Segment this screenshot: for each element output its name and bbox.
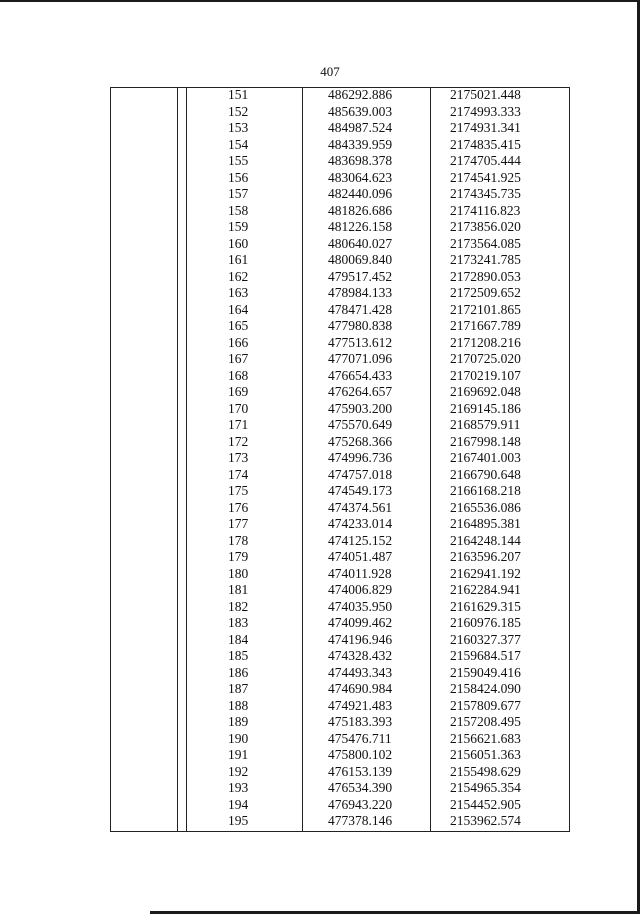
point-number-cell: 189 (228, 714, 249, 729)
point-number-cell: 166 (228, 334, 249, 350)
table-row (110, 153, 570, 170)
x-coordinate-cell: 486292.886 (328, 87, 393, 102)
table-row (110, 450, 570, 467)
x-coordinate-cell: 475570.649 (328, 417, 393, 432)
point-number-cell: 175 (228, 483, 249, 498)
table-row (110, 285, 570, 302)
point-number-cell: 192 (228, 763, 249, 779)
x-coordinate-cell: 475183.393 (328, 714, 393, 729)
y-coordinate-cell: 2174116.823 (450, 202, 521, 218)
y-coordinate-cell: 2160976.185 (450, 615, 521, 630)
x-coordinate-cell: 480640.027 (328, 235, 393, 251)
point-number-cell: 180 (228, 565, 249, 581)
x-coordinate-cell: 485639.003 (328, 103, 393, 119)
y-coordinate-cell: 2174835.415 (450, 136, 521, 152)
y-coordinate-cell: 2175021.448 (450, 87, 521, 102)
point-number-cell: 193 (228, 780, 249, 795)
x-coordinate-cell: 481826.686 (328, 202, 393, 218)
x-coordinate-cell: 474328.432 (328, 648, 393, 663)
x-coordinate-cell: 474757.018 (328, 466, 393, 482)
point-number-cell: 190 (228, 730, 249, 746)
point-number-cell: 182 (228, 598, 249, 614)
table-row (110, 137, 570, 154)
y-coordinate-cell: 2166168.218 (450, 483, 521, 498)
table-row (110, 533, 570, 550)
table-row (110, 351, 570, 368)
y-coordinate-cell: 2174705.444 (450, 153, 521, 168)
table-row (110, 219, 570, 236)
y-coordinate-cell: 2160327.377 (450, 631, 521, 647)
table-row (110, 203, 570, 220)
y-coordinate-cell: 2167401.003 (450, 450, 521, 465)
table-row (110, 186, 570, 203)
table-row (110, 566, 570, 583)
table-row (110, 615, 570, 632)
table-row (110, 648, 570, 665)
point-number-cell: 158 (228, 202, 249, 218)
point-number-cell: 170 (228, 400, 249, 416)
x-coordinate-cell: 474051.487 (328, 549, 393, 564)
y-coordinate-cell: 2157809.677 (450, 697, 521, 713)
x-coordinate-cell: 475476.711 (328, 730, 392, 746)
y-coordinate-cell: 2164248.144 (450, 532, 521, 548)
point-number-cell: 187 (228, 681, 249, 696)
x-coordinate-cell: 474493.343 (328, 664, 393, 680)
y-coordinate-cell: 2155498.629 (450, 763, 521, 779)
y-coordinate-cell: 2169692.048 (450, 384, 521, 399)
table-row (110, 269, 570, 286)
y-coordinate-cell: 2163596.207 (450, 549, 521, 564)
y-coordinate-cell: 2172890.053 (450, 268, 521, 284)
point-number-cell: 155 (228, 153, 249, 168)
x-coordinate-cell: 474011.928 (328, 565, 392, 581)
point-number-cell: 186 (228, 664, 249, 680)
y-coordinate-cell: 2174345.735 (450, 186, 521, 201)
x-coordinate-cell: 474996.736 (328, 450, 393, 465)
point-number-cell: 162 (228, 268, 249, 284)
table-row (110, 780, 570, 797)
table-row (110, 813, 570, 830)
table-row (110, 467, 570, 484)
x-coordinate-cell: 483698.378 (328, 153, 393, 168)
point-number-cell: 164 (228, 301, 249, 317)
point-number-cell: 167 (228, 351, 249, 366)
table-row (110, 681, 570, 698)
x-coordinate-cell: 477513.612 (328, 334, 393, 350)
table-row (110, 500, 570, 517)
point-number-cell: 181 (228, 582, 249, 597)
table-row (110, 764, 570, 781)
x-coordinate-cell: 476654.433 (328, 367, 393, 383)
table-row (110, 401, 570, 418)
x-coordinate-cell: 475800.102 (328, 747, 393, 762)
point-number-cell: 178 (228, 532, 249, 548)
table-row (110, 368, 570, 385)
point-number-cell: 195 (228, 813, 249, 828)
y-coordinate-cell: 2167998.148 (450, 433, 521, 449)
table-row (110, 582, 570, 599)
x-coordinate-cell: 479517.452 (328, 268, 393, 284)
y-coordinate-cell: 2154965.354 (450, 780, 521, 795)
x-coordinate-cell: 474125.152 (328, 532, 393, 548)
point-number-cell: 173 (228, 450, 249, 465)
y-coordinate-cell: 2156051.363 (450, 747, 521, 762)
x-coordinate-cell: 476534.390 (328, 780, 393, 795)
table-row (110, 236, 570, 253)
x-coordinate-cell: 484987.524 (328, 120, 393, 135)
point-number-cell: 159 (228, 219, 249, 234)
x-coordinate-cell: 474374.561 (328, 499, 393, 515)
x-coordinate-cell: 474690.984 (328, 681, 393, 696)
point-number-cell: 172 (228, 433, 249, 449)
y-coordinate-cell: 2173856.020 (450, 219, 521, 234)
y-coordinate-cell: 2164895.381 (450, 516, 521, 531)
y-coordinate-cell: 2157208.495 (450, 714, 521, 729)
x-coordinate-cell: 474921.483 (328, 697, 393, 713)
y-coordinate-cell: 2169145.186 (450, 400, 521, 416)
table-row (110, 335, 570, 352)
point-number-cell: 184 (228, 631, 249, 647)
table-row (110, 599, 570, 616)
y-coordinate-cell: 2173564.085 (450, 235, 521, 251)
table-row (110, 714, 570, 731)
table-row (110, 302, 570, 319)
y-coordinate-cell: 2158424.090 (450, 681, 521, 696)
x-coordinate-cell: 477071.096 (328, 351, 393, 366)
x-coordinate-cell: 478984.133 (328, 285, 393, 300)
point-number-cell: 171 (228, 417, 249, 432)
y-coordinate-cell: 2165536.086 (450, 499, 521, 515)
table-row (110, 632, 570, 649)
x-coordinate-cell: 475268.366 (328, 433, 393, 449)
table-row (110, 483, 570, 500)
point-number-cell: 191 (228, 747, 249, 762)
x-coordinate-cell: 483064.623 (328, 169, 393, 185)
y-coordinate-cell: 2173241.785 (450, 252, 521, 267)
y-coordinate-cell: 2170725.020 (450, 351, 521, 366)
y-coordinate-cell: 2153962.574 (450, 813, 521, 828)
table-row (110, 434, 570, 451)
x-coordinate-cell: 474233.014 (328, 516, 393, 531)
x-coordinate-cell: 482440.096 (328, 186, 393, 201)
y-coordinate-cell: 2168579.911 (450, 417, 521, 432)
point-number-cell: 168 (228, 367, 249, 383)
table-row (110, 698, 570, 715)
table-row (110, 87, 570, 104)
x-coordinate-cell: 477378.146 (328, 813, 393, 828)
y-coordinate-cell: 2166790.648 (450, 466, 521, 482)
point-number-cell: 157 (228, 186, 249, 201)
page-number: 407 (320, 64, 340, 79)
table-row (110, 170, 570, 187)
x-coordinate-cell: 476264.657 (328, 384, 393, 399)
y-coordinate-cell: 2170219.107 (450, 367, 521, 383)
x-coordinate-cell: 476153.139 (328, 763, 393, 779)
coordinate-table (110, 87, 570, 830)
table-row (110, 731, 570, 748)
point-number-cell: 177 (228, 516, 249, 531)
x-coordinate-cell: 474099.462 (328, 615, 393, 630)
y-coordinate-cell: 2174931.341 (450, 120, 521, 135)
table-row (110, 120, 570, 137)
point-number-cell: 183 (228, 615, 249, 630)
point-number-cell: 163 (228, 285, 249, 300)
x-coordinate-cell: 474035.950 (328, 598, 393, 614)
table-row (110, 417, 570, 434)
table-row (110, 665, 570, 682)
table-row (110, 252, 570, 269)
point-number-cell: 151 (228, 87, 249, 102)
point-number-cell: 160 (228, 235, 249, 251)
table-row (110, 384, 570, 401)
point-number-cell: 152 (228, 103, 249, 119)
x-coordinate-cell: 476943.220 (328, 796, 393, 812)
y-coordinate-cell: 2171667.789 (450, 318, 521, 333)
table-row (110, 797, 570, 814)
x-coordinate-cell: 474006.829 (328, 582, 393, 597)
point-number-cell: 156 (228, 169, 249, 185)
point-number-cell: 174 (228, 466, 249, 482)
table-row (110, 104, 570, 121)
y-coordinate-cell: 2161629.315 (450, 598, 521, 614)
point-number-cell: 188 (228, 697, 249, 713)
point-number-cell: 154 (228, 136, 249, 152)
table-row (110, 747, 570, 764)
y-coordinate-cell: 2154452.905 (450, 796, 521, 812)
point-number-cell: 153 (228, 120, 249, 135)
x-coordinate-cell: 474549.173 (328, 483, 393, 498)
point-number-cell: 176 (228, 499, 249, 515)
x-coordinate-cell: 480069.840 (328, 252, 393, 267)
y-coordinate-cell: 2174541.925 (450, 169, 521, 185)
point-number-cell: 165 (228, 318, 249, 333)
point-number-cell: 161 (228, 252, 249, 267)
y-coordinate-cell: 2159684.517 (450, 648, 521, 663)
y-coordinate-cell: 2162284.941 (450, 582, 521, 597)
x-coordinate-cell: 474196.946 (328, 631, 393, 647)
page-top-edge (0, 0, 640, 2)
y-coordinate-cell: 2172509.652 (450, 285, 521, 300)
y-coordinate-cell: 2162941.192 (450, 565, 521, 581)
x-coordinate-cell: 477980.838 (328, 318, 393, 333)
y-coordinate-cell: 2172101.865 (450, 301, 521, 317)
x-coordinate-cell: 475903.200 (328, 400, 393, 416)
point-number-cell: 185 (228, 648, 249, 663)
table-row (110, 318, 570, 335)
table-row (110, 516, 570, 533)
y-coordinate-cell: 2174993.333 (450, 103, 521, 119)
x-coordinate-cell: 481226.158 (328, 219, 393, 234)
y-coordinate-cell: 2156621.683 (450, 730, 521, 746)
table-row (110, 549, 570, 566)
y-coordinate-cell: 2159049.416 (450, 664, 521, 680)
x-coordinate-cell: 484339.959 (328, 136, 393, 152)
x-coordinate-cell: 478471.428 (328, 301, 393, 317)
point-number-cell: 194 (228, 796, 249, 812)
y-coordinate-cell: 2171208.216 (450, 334, 521, 350)
point-number-cell: 179 (228, 549, 249, 564)
point-number-cell: 169 (228, 384, 249, 399)
